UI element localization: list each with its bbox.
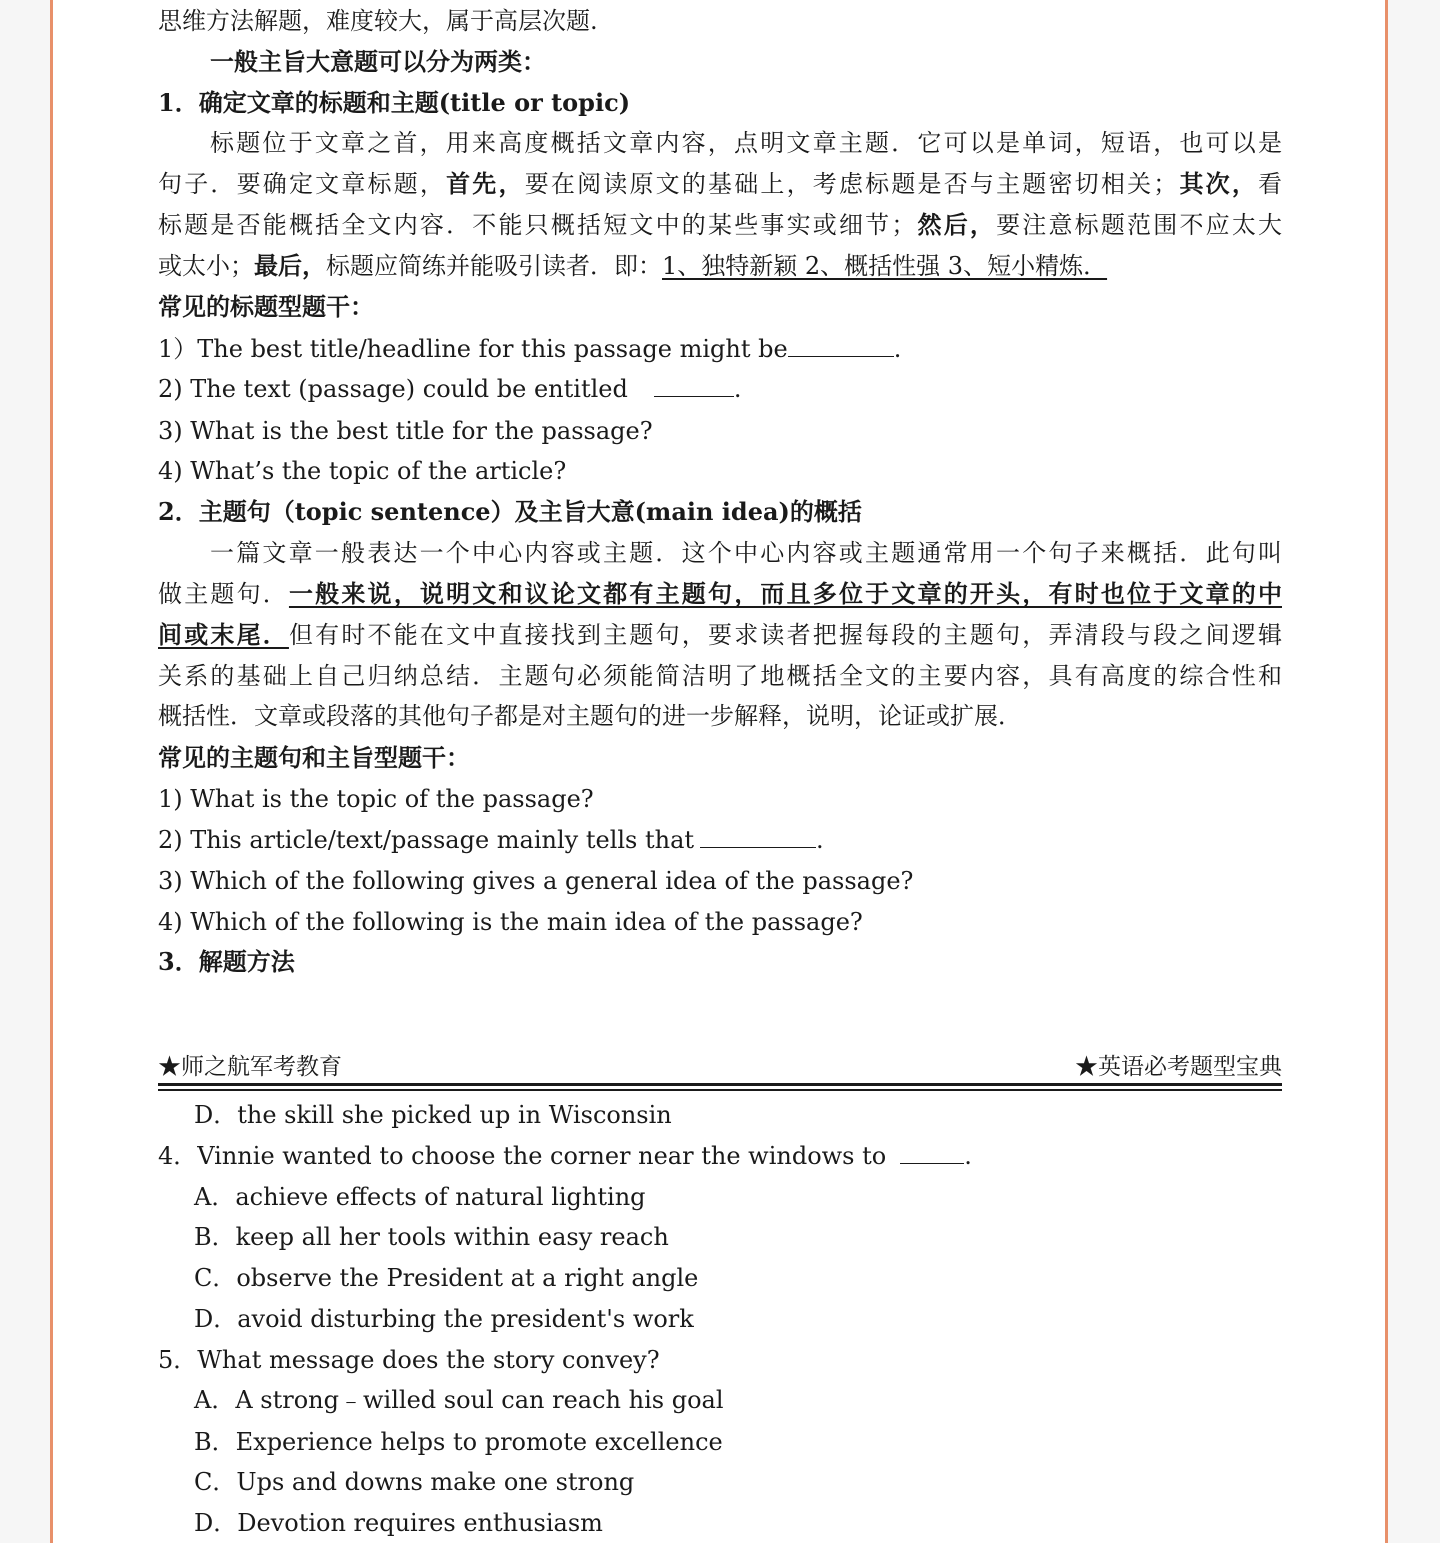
main-idea-stem: 2) This article/text/passage mainly tells that . [158, 826, 824, 854]
title-stem: 2) The text (passage) could be entitled . [158, 375, 742, 403]
section1-heading: 1．确定文章的标题和主题(title or topic) [158, 88, 631, 117]
main-idea-stem: 4) Which of the following is the main idea of the passage? [158, 908, 863, 936]
intro-line: 思维方法解题，难度较大，属于高层次题. [158, 7, 598, 35]
section2-paragraph-line: 概括性．文章或段落的其他句子都是对主题句的进一步解释，说明，论证或扩展． [158, 702, 1022, 730]
option-line: D．Devotion requires enthusiasm [194, 1509, 603, 1537]
title-stems-heading: 常见的标题型题干： [158, 292, 374, 321]
section2-paragraph-line: 间或末尾．但有时不能在文中直接找到主题句，要求读者把握每段的主题句，弄清段与段之间逻辑 [158, 620, 1282, 649]
main-idea-stem: 3) Which of the following gives a general idea of the passage? [158, 867, 914, 895]
section2-heading: 2．主题句（topic sentence）及主旨大意(main idea)的概括 [158, 497, 862, 526]
option-line: D．avoid disturbing the president's work [194, 1305, 694, 1333]
question-5: 5．What message does the story convey? [158, 1346, 660, 1374]
section2-paragraph-line: 关系的基础上自己归纳总结．主题句必须能简洁明了地概括全文的主要内容，具有高度的综合性和 [158, 662, 1282, 690]
answer-blank [788, 336, 894, 357]
section3-heading: 3．解题方法 [158, 947, 295, 976]
footer-rule-thin [158, 1089, 1282, 1091]
option-line: A．A strong﹣willed soul can reach his goal [194, 1386, 724, 1414]
footer-rule-thick [158, 1083, 1282, 1086]
main-idea-stem: 1) What is the topic of the passage? [158, 785, 594, 813]
title-stem: 3) What is the best title for the passage? [158, 417, 653, 445]
title-stem: 4) What’s the topic of the article? [158, 457, 567, 485]
option-line: C．Ups and downs make one strong [194, 1468, 635, 1496]
intro-heading: 一般主旨大意题可以分为两类： [210, 47, 546, 76]
option-line: B．Experience helps to promote excellence [194, 1428, 723, 1456]
footer-right-title: ★英语必考题型宝典 [1075, 1054, 1282, 1080]
section1-paragraph-line: 或太小；最后，标题应简练并能吸引读者．即：1、独特新颖 2、概括性强 3、短小精炼． [158, 251, 1108, 280]
topic-sentence-position: 一般来说，说明文和议论文都有主题句，而且多位于文章的开头，有时也位于文章的中 [288, 579, 1282, 608]
answer-blank [654, 376, 734, 397]
section1-paragraph-line: 句子．要确定文章标题，首先，要在阅读原文的基础上，考虑标题是否与主题密切相关；其次，看 [158, 169, 1283, 198]
footer-left-brand: ★师之航军考教育 [158, 1054, 342, 1080]
main-idea-stems-heading: 常见的主题句和主旨型题干： [158, 743, 470, 772]
title-stem: 1）The best title/headline for this passage might be . [158, 335, 902, 363]
question-4: 4．Vinnie wanted to choose the corner near the windows to . [158, 1142, 972, 1170]
option-line: A．achieve effects of natural lighting [194, 1183, 646, 1211]
option-line: B．keep all her tools within easy reach [194, 1223, 669, 1251]
answer-blank [900, 1143, 964, 1164]
answer-blank [700, 827, 816, 848]
option-line: D．the skill she picked up in Wisconsin [194, 1101, 672, 1129]
section2-paragraph-line: 一篇文章一般表达一个中心内容或主题．这个中心内容或主题通常用一个句子来概括．此句叫 [210, 539, 1282, 567]
section2-paragraph-line: 做主题句．一般来说，说明文和议论文都有主题句，而且多位于文章的开头，有时也位于文章的中 [158, 579, 1282, 608]
section1-paragraph-line: 标题位于文章之首，用来高度概括文章内容，点明文章主题．它可以是单词，短语，也可以是 [210, 129, 1282, 157]
title-criteria: 1、独特新颖 2、概括性强 3、短小精炼． [662, 252, 1108, 280]
section1-paragraph-line: 标题是否能概括全文内容．不能只概括短文中的某些事实或细节；然后，要注意标题范围不应太大 [158, 210, 1283, 239]
option-line: C．observe the President at a right angle [194, 1264, 699, 1292]
